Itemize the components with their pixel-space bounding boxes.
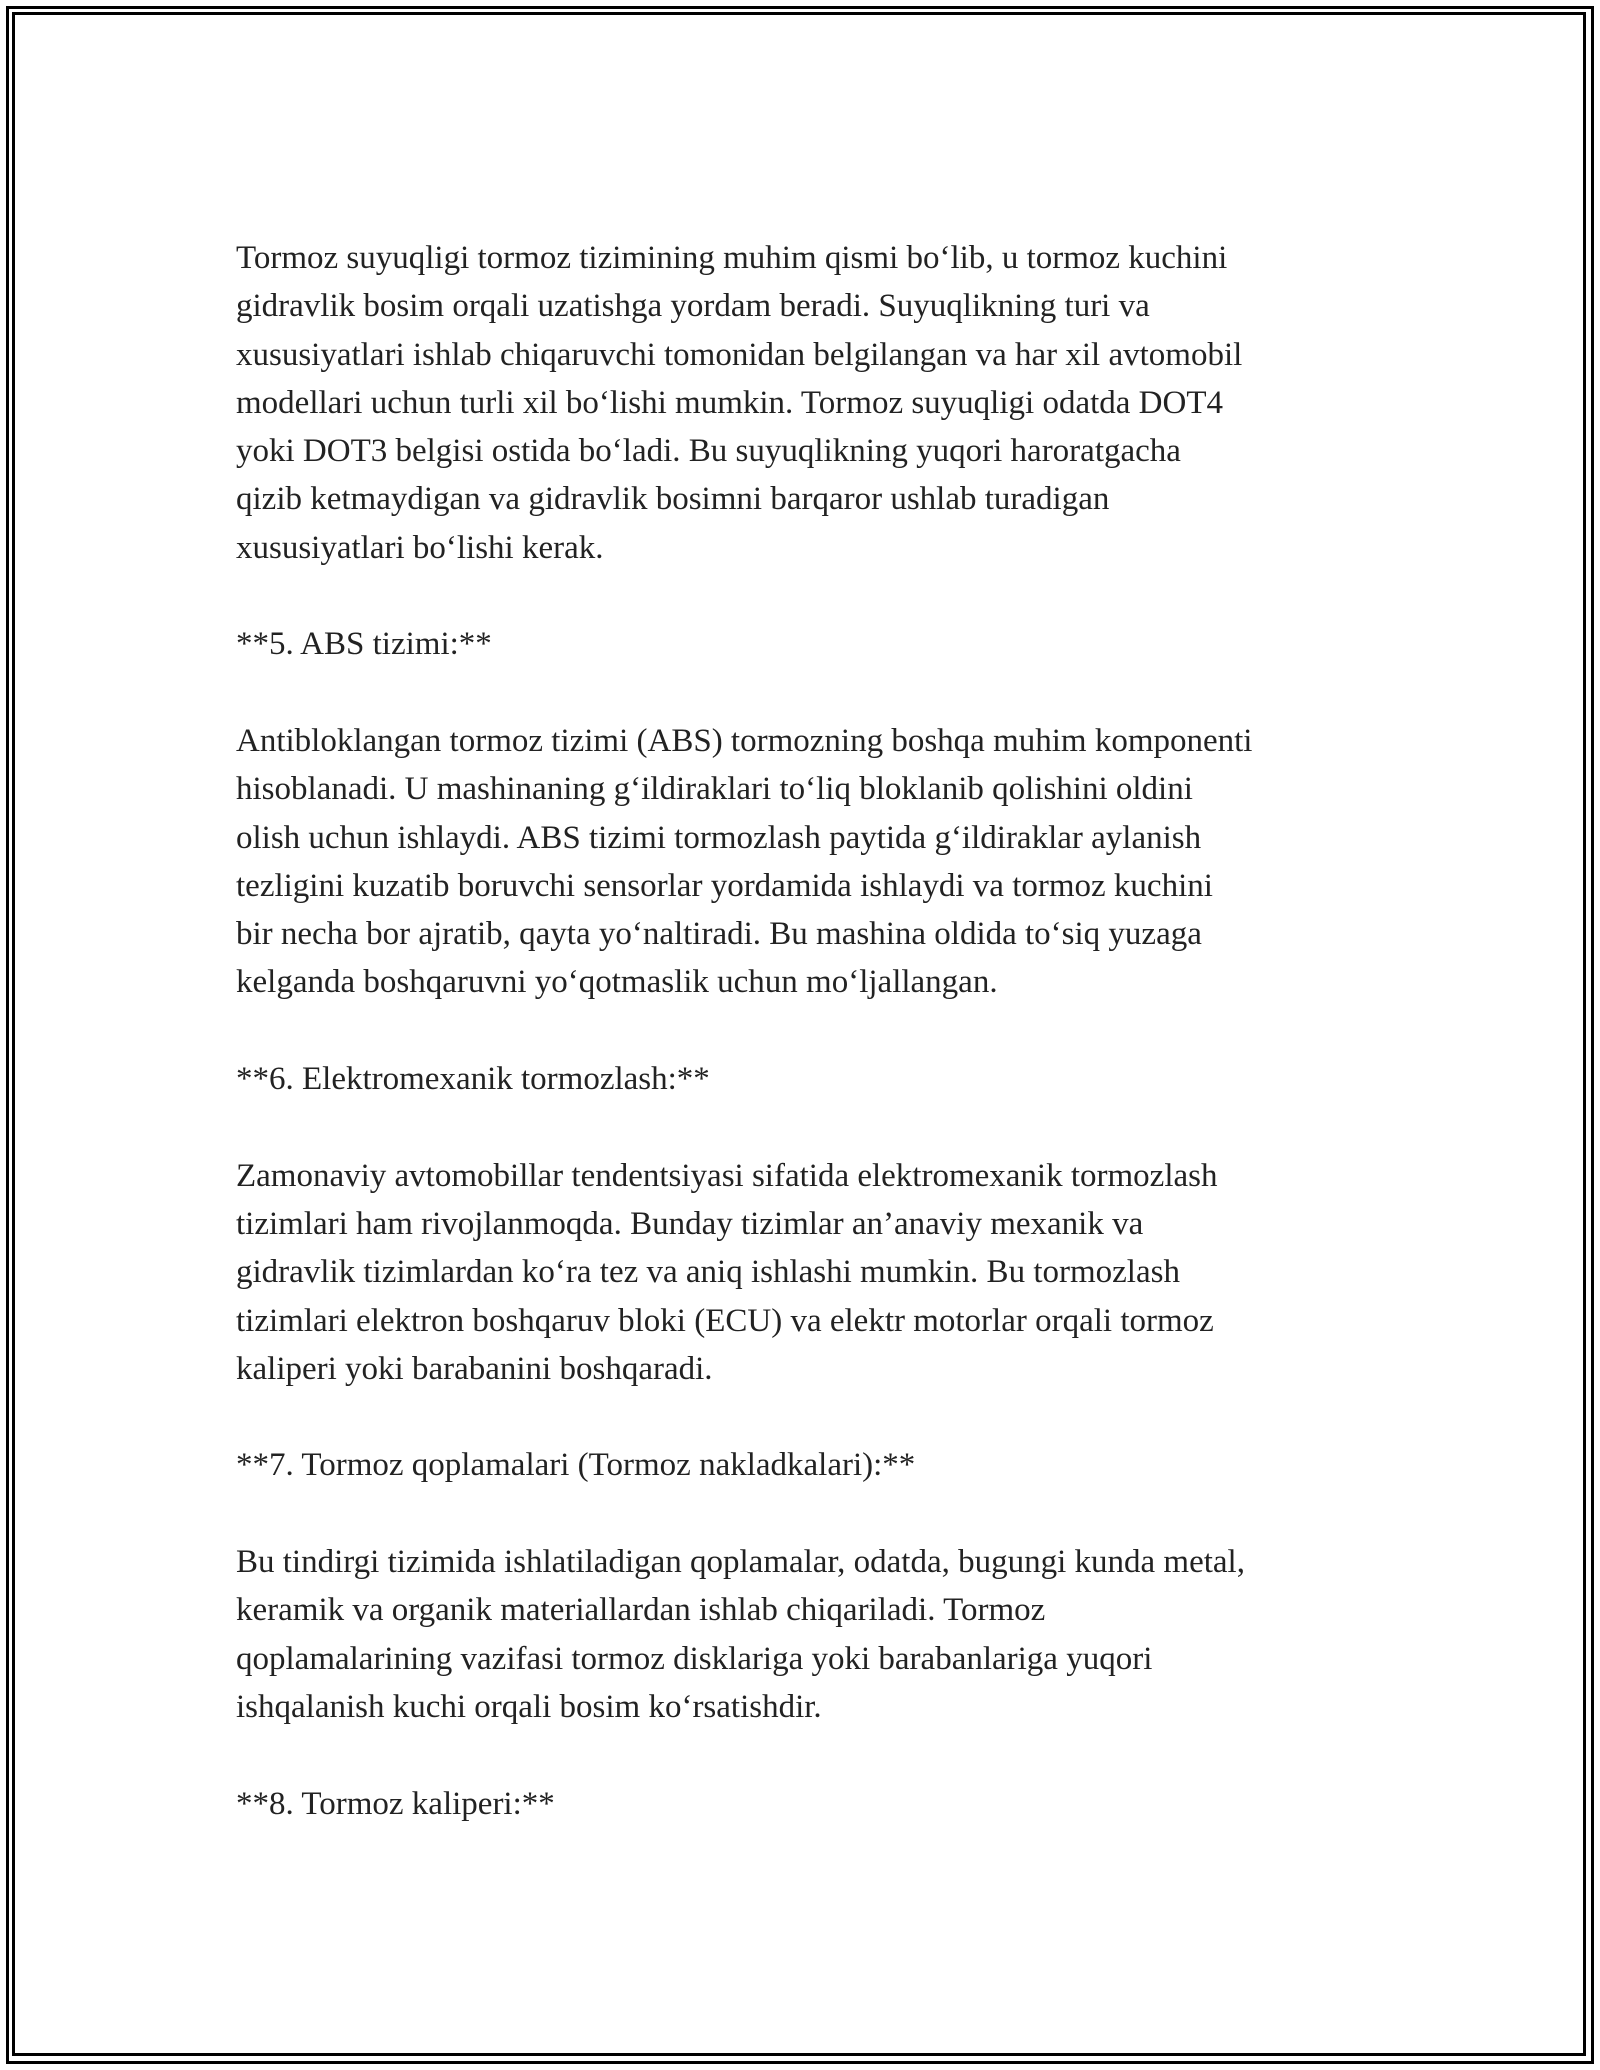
paragraph-electromechanical: Zamonaviy avtomobillar tendentsiyasi sifatida elektromexanik tormozlash tizimlari ham rivojlanmoqda. Bunday tizimlar an’anaviy mexanik va gidravlik tizimlardan ko‘ra tez va aniq ishlashi mumkin. Bu tormozlash tizimlari elektron boshqaruv bloki (ECU) va elektr motorlar orqali tormoz kaliperi yoki barabanini boshqaradi. — [236, 1157, 1218, 1387]
document-body — [236, 234, 1386, 1876]
heading-electromechanical-braking: **6. Elektromexanik tormozlash:** — [236, 1061, 710, 1098]
paragraph-abs: Antibloklangan tormoz tizimi (ABS) tormozning boshqa muhim komponenti hisoblanadi. U mashinaning g‘ildiraklari to‘liq bloklanib qolishini oldini olish uchun ishlaydi. ABS tizimi tormozlash paytida g‘ildiraklar aylanish tezligini kuzatib boruvchi sensorlar yordamida ishlaydi va tormoz kuchini bir necha bor ajratib, qayta yo‘naltiradi. Bu mashina oldida to‘siq yuzaga kelganda boshqaruvni yo‘qotmaslik uchun mo‘ljallangan. — [236, 722, 1253, 1001]
heading-abs-system: **5. ABS tizimi:** — [236, 626, 492, 663]
paragraph-brake-fluid: Tormoz suyuqligi tormoz tizimining muhim qismi bo‘lib, u tormoz kuchini gidravlik bosim orqali uzatishga yordam beradi. Suyuqlikning turi va xususiyatlari ishlab chiqaruvchi tomonidan belgilangan va har xil avtomobil modellari uchun turli xil bo‘lishi mumkin. Tormoz suyuqligi odatda DOT4 yoki DOT3 belgisi ostida bo‘ladi. Bu suyuqlikning yuqori haroratgacha qizib ketmaydigan va gidravlik bosimni barqaror ushlab turadigan xususiyatlari bo‘lishi kerak. — [236, 240, 1243, 566]
heading-brake-pads: **7. Tormoz qoplamalari (Tormoz nakladkalari):** — [236, 1447, 916, 1484]
heading-brake-caliper: **8. Tormoz kaliperi:** — [236, 1785, 555, 1822]
paragraph-brake-pads: Bu tindirgi tizimida ishlatiladigan qoplamalar, odatda, bugungi kunda metal, keramik va organik materiallardan ishlab chiqariladi. Tormoz qoplamalarining vazifasi tormoz disklariga yoki barabanlariga yuqori ishqalanish kuchi orqali bosim ko‘rsatishdir. — [236, 1544, 1245, 1725]
